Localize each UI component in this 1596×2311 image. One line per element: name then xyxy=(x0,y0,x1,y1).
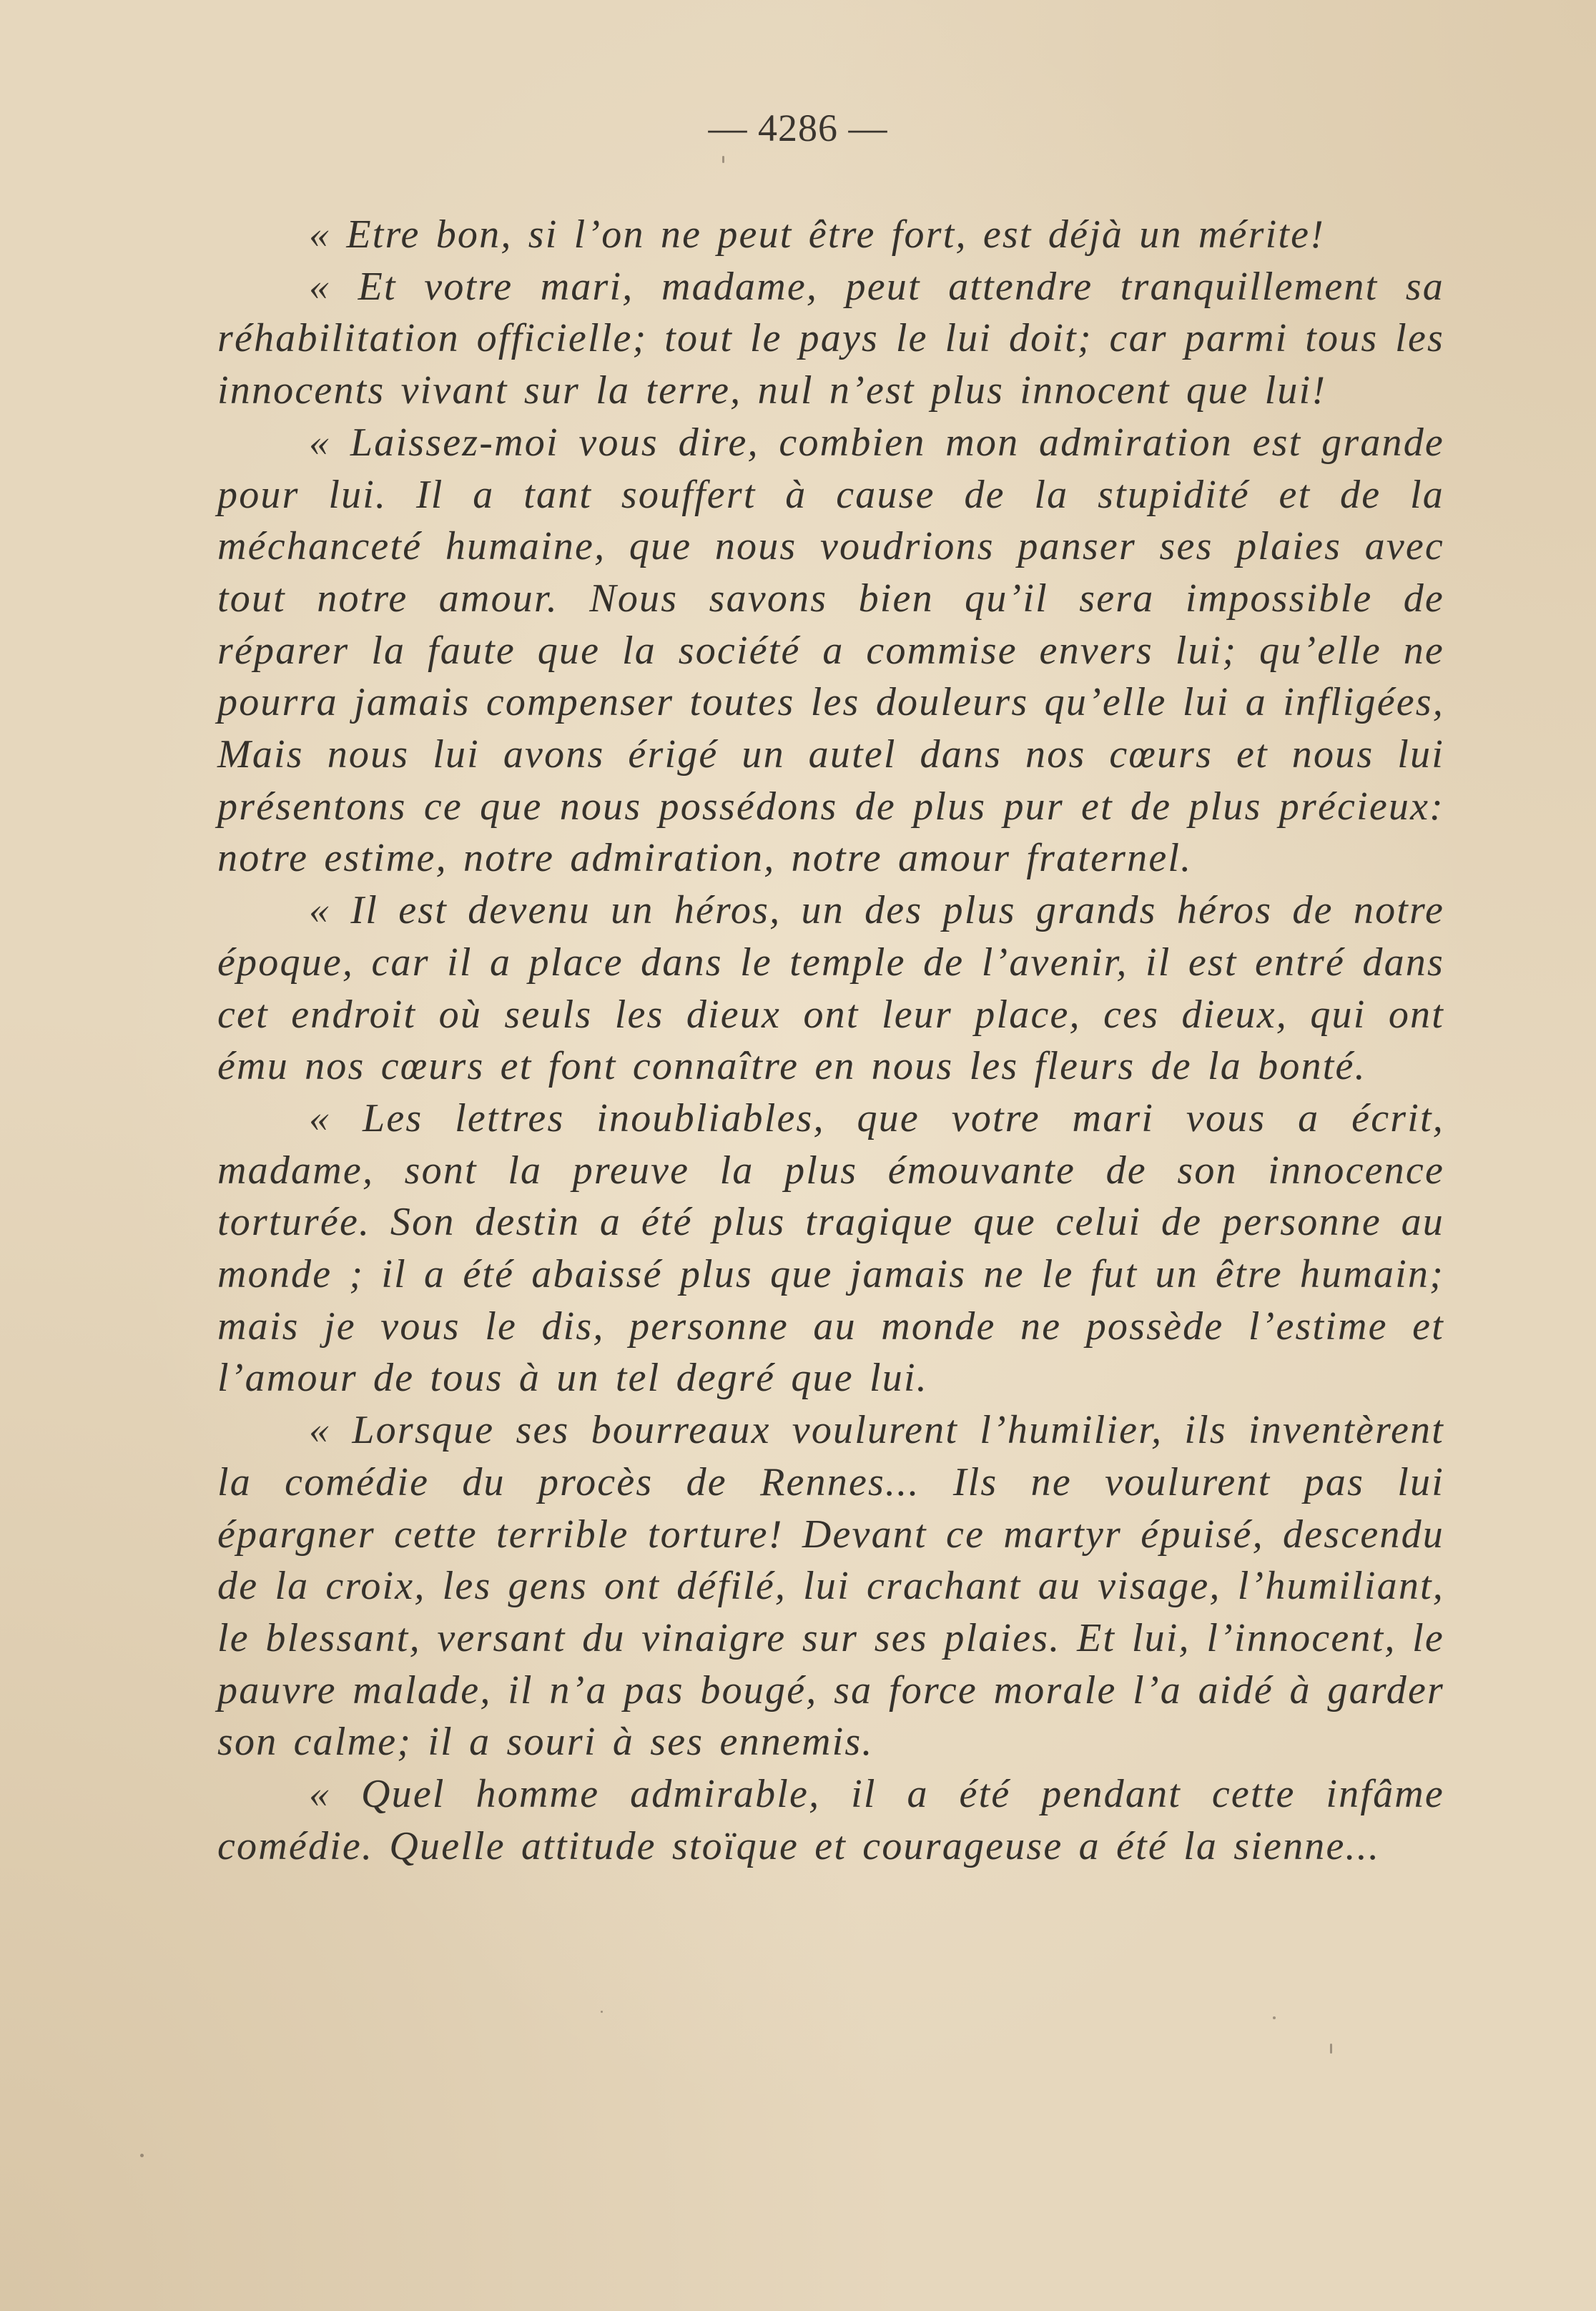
paper-speck xyxy=(1273,2016,1276,2019)
paragraph-4: « Il est devenu un héros, un des plus grands héros de notre époque, car il a place dans le temple de l’avenir, il est entré dans cet endroit où seuls les dieux ont leur place, ces dieux, qui ont ému nos cœurs et font connaître en nous les fleurs de la bonté. xyxy=(217,888,1444,1089)
paper-speck xyxy=(601,2011,603,2013)
paragraph-6: « Lorsque ses bourreaux voulurent l’humilier, ils inventèrent la comédie du procès de Rennes... Ils ne voulurent pas lui épargner cette terrible torture! Devant ce martyr épuisé, descendu de la croix, les gens ont défilé, lui crachant au visage, l’humiliant, le blessant, versant du vinaigre sur ses plaies. Et lui, l’innocent, le pauvre malade, il n’a pas bougé, sa force morale l’a aidé à garder son calme; il a souri à ses ennemis. xyxy=(217,1408,1444,1765)
paragraph-2: « Et votre mari, madame, peut attendre tranquillement sa réhabilitation officielle; tout le pays le lui doit; car parmi tous les innocents vivant sur la terre, nul n’est plus innocent que lui! xyxy=(217,264,1444,413)
paper-speck xyxy=(722,156,724,163)
page-number: — 4286 — xyxy=(708,107,888,149)
paragraph-3: « Laissez-moi vous dire, combien mon admiration est grande pour lui. Il a tant souffert à cause de la stupidité et de la méchanceté humaine, que nous voudrions panser ses plaies avec tout notre amour. Nous savons bien qu’il sera impossible de réparer la faute que la société a commise envers lui; qu’elle ne pourra jamais compenser toutes les douleurs qu’elle lui a infligées, Mais nous lui avons érigé un autel dans nos cœurs et nous lui présentons ce que nous possédons de plus pur et de plus précieux: notre estime, notre admiration, notre amour fraternel. xyxy=(217,420,1444,881)
body-text xyxy=(217,209,1444,1873)
paragraph-7: « Quel homme admirable, il a été pendant cette infâme comédie. Quelle attitude stoïque et courageuse a été la sienne... xyxy=(217,1772,1444,1868)
paper-speck xyxy=(1330,2044,1332,2054)
paragraph-5: « Les lettres inoubliables, que votre mari vous a écrit, madame, sont la preuve la plus émouvante de son innocence torturée. Son destin a été plus tragique que celui de personne au monde ; il a été abaissé plus que jamais ne le fut un être humain; mais je vous le dis, personne au monde ne possède l’estime et l’amour de tous à un tel degré que lui. xyxy=(217,1095,1444,1401)
paper-speck xyxy=(140,2154,144,2157)
paragraph-1: « Etre bon, si l’on ne peut être fort, est déjà un mérite! xyxy=(309,212,1325,257)
